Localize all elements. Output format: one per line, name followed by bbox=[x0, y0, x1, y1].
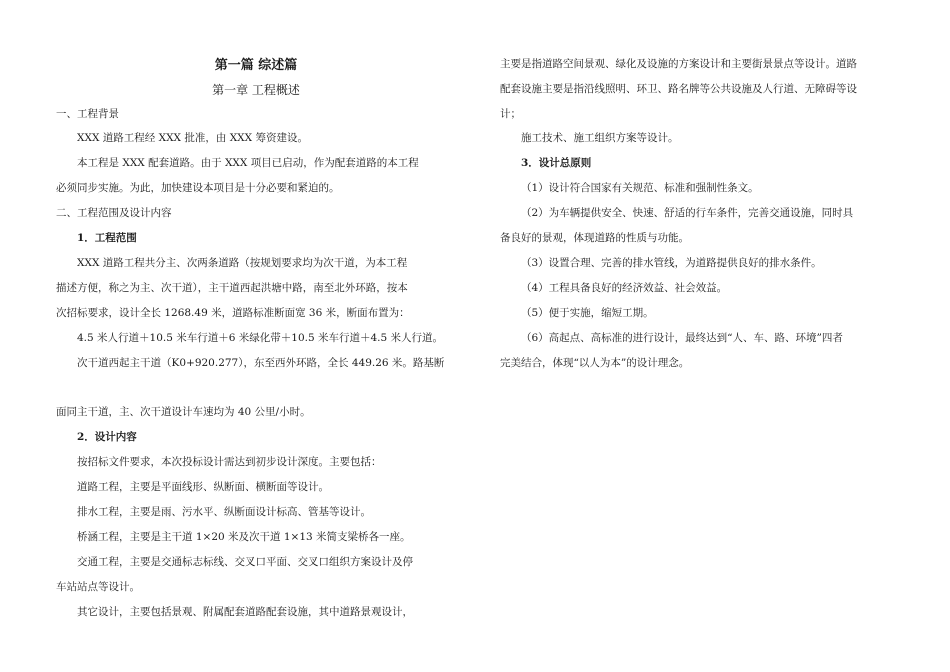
paragraph-line: 面同主干道，主、次干道设计车速均为 40 公里/小时。 bbox=[56, 406, 311, 418]
paragraph-line: 计； bbox=[500, 108, 521, 120]
paragraph-line: 其它设计，主要包括景观、附属配套道路配套设施，其中道路景观设计， bbox=[77, 606, 413, 618]
paragraph-line: （6）高起点、高标准的进行设计，最终达到“人、车、路、环境”四者 bbox=[521, 332, 843, 344]
paragraph-line: （3）设置合理、完善的排水管线，为道路提供良好的排水条件。 bbox=[521, 257, 822, 269]
chapter-title: 第一章 工程概述 bbox=[212, 83, 300, 97]
subsection-heading-scope: 1．工程范围 bbox=[77, 232, 137, 244]
paragraph-line: 交通工程，主要是交通标志标线、交叉口平面、交叉口组织方案设计及停 bbox=[77, 556, 413, 568]
paragraph-line: （1）设计符合国家有关规范、标准和强制性条文。 bbox=[521, 182, 759, 194]
paragraph-line: 描述方便，称之为主、次干道），主干道西起洪塘中路，南至北外环路，按本 bbox=[56, 282, 408, 294]
paragraph-line: 排水工程，主要是雨、污水平、纵断面设计标高、管基等设计。 bbox=[77, 506, 371, 518]
paragraph-line: 主要是指道路空间景观、绿化及设施的方案设计和主要街景景点等设计。道路 bbox=[500, 58, 857, 70]
paragraph-line: 桥涵工程，主要是主干道 1×20 米及次干道 1×13 米简支梁桥各一座。 bbox=[77, 531, 411, 543]
part-title: 第一篇 综述篇 bbox=[214, 58, 298, 73]
subsection-heading-principles: 3．设计总原则 bbox=[521, 157, 592, 169]
section-heading-background: 一、工程背景 bbox=[56, 108, 119, 120]
paragraph-line: 按招标文件要求，本次投标设计需达到初步设计深度。主要包括： bbox=[77, 456, 382, 468]
section-heading-scope: 二、工程范围及设计内容 bbox=[56, 207, 172, 219]
paragraph-line: （5）便于实施，缩短工期。 bbox=[521, 307, 654, 319]
paragraph-line: 备良好的景观，体现道路的性质与功能。 bbox=[500, 232, 689, 244]
subsection-heading-design: 2．设计内容 bbox=[77, 431, 137, 443]
paragraph-line: 道路工程，主要是平面线形、纵断面、横断面等设计。 bbox=[77, 481, 329, 493]
paragraph-line: 次招标要求，设计全长 1268.49 米，道路标准断面宽 36 米，断面布置为： bbox=[56, 307, 410, 319]
paragraph-line: 车站站点等设计。 bbox=[56, 581, 140, 593]
paragraph-line: 次干道西起主干道（K0+920.277），东至西外环路，全长 449.26 米。路基断 bbox=[77, 357, 445, 369]
paragraph-line: 完美结合，体现“以人为本”的设计理念。 bbox=[500, 357, 690, 369]
paragraph-line: 配套设施主要是指沿线照明、环卫、路名牌等公共设施及人行道、无障碍等设 bbox=[500, 83, 857, 95]
paragraph-line: （4）工程具备良好的经济效益、社会效益。 bbox=[521, 282, 728, 294]
paragraph-line: 施工技术、施工组织方案等设计。 bbox=[521, 132, 679, 144]
paragraph-line: 4.5 米人行道＋10.5 米车行道＋6 米绿化带＋10.5 米车行道＋4.5 米人行道。 bbox=[77, 332, 444, 344]
paragraph-line: 必须同步实施。为此，加快建设本项目是十分必要和紧迫的。 bbox=[56, 182, 340, 194]
paragraph-line: （2）为车辆提供安全、快速、舒适的行车条件，完善交通设施，同时具 bbox=[521, 207, 854, 219]
paragraph-line: XXX 道路工程经 XXX 批准，由 XXX 筹资建设。 bbox=[77, 132, 308, 144]
paragraph-line: XXX 道路工程共分主、次两条道路（按规划要求均为次干道，为本工程 bbox=[77, 257, 408, 269]
paragraph-line: 本工程是 XXX 配套道路。由于 XXX 项目已启动，作为配套道路的本工程 bbox=[77, 157, 419, 169]
